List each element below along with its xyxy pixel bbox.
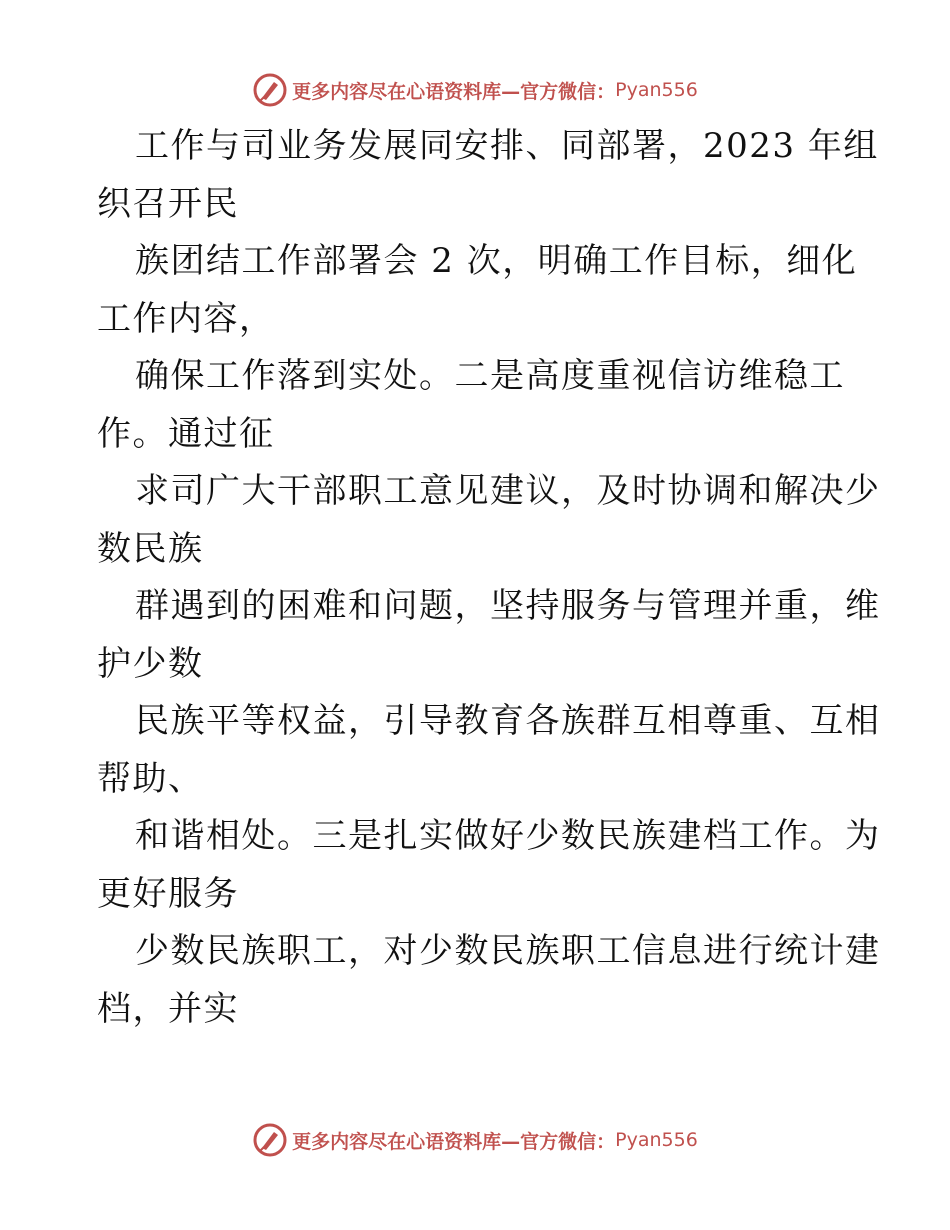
watermark-text: 更多内容尽在心语资料库—官方微信： — [292, 1130, 616, 1153]
body-line: 数民族 — [97, 528, 204, 569]
body-line: 帮助、 — [97, 758, 204, 799]
body-line: 档，并实 — [97, 988, 239, 1029]
body-line: 民族平等权益，引导教育各族群互相尊重、互相 — [135, 701, 881, 741]
body-line: 护少数 — [97, 643, 204, 684]
body-line: 族团结工作部署会 2 次，明确工作目标，细化 — [135, 241, 858, 281]
watermark-wechat-id: Pyan556 — [615, 79, 698, 101]
footer-watermark — [0, 1120, 950, 1160]
quill-logo-icon — [252, 1122, 288, 1158]
body-line: 求司广大干部职工意见建议，及时协调和解决少 — [135, 471, 881, 511]
document-body — [97, 118, 881, 1038]
body-line: 工作内容， — [97, 298, 275, 339]
watermark-wechat-id: Pyan556 — [615, 1129, 698, 1151]
body-line: 织召开民 — [97, 183, 239, 224]
body-line: 作。通过征 — [97, 413, 275, 454]
body-line: 确保工作落到实处。二是高度重视信访维稳工 — [135, 356, 845, 396]
body-line: 少数民族职工，对少数民族职工信息进行统计建 — [135, 931, 881, 971]
body-line: 更好服务 — [97, 873, 239, 914]
watermark-text: 更多内容尽在心语资料库—官方微信： — [292, 80, 616, 103]
header-watermark — [0, 70, 950, 110]
body-line: 群遇到的困难和问题，坚持服务与管理并重，维 — [135, 586, 881, 626]
quill-logo-icon — [252, 72, 288, 108]
body-line: 和谐相处。三是扎实做好少数民族建档工作。为 — [135, 816, 881, 856]
body-line: 工作与司业务发展同安排、同部署，2023 年组 — [135, 126, 879, 166]
